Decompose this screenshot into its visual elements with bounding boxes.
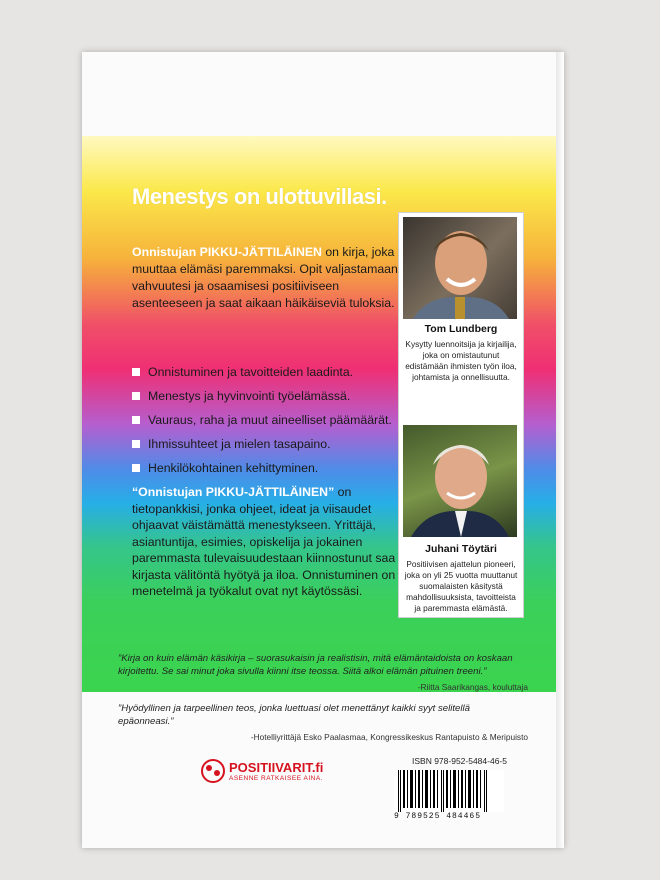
- body-paragraph: [132, 484, 404, 600]
- book-spine-edge: [556, 52, 564, 848]
- headline: Menestys on ulottuvillasi.: [132, 184, 387, 209]
- list-item: Menestys ja hyvinvointi työelämässä.: [132, 384, 402, 408]
- publisher-name: POSITIIVARIT.fi: [229, 759, 324, 775]
- barcode-icon: [394, 770, 504, 812]
- intro-paragraph: [132, 244, 404, 312]
- square-bullet-icon: [132, 440, 140, 448]
- author-photo-juhani-toytari: [403, 425, 517, 537]
- quote-text: ”Hyödyllinen ja tarpeellinen teos, jonka luettuasi olet menettänyt kaikki syyt selitellä epäonneasi.”: [118, 703, 470, 727]
- portrait-icon: [403, 217, 517, 319]
- author-column: [398, 212, 524, 618]
- portrait-icon: [403, 425, 517, 537]
- body-text: on tietopankkisi, jonka ohjeet, ideat ja viisaudet ohjaavat väistämättä menestykseen. Yrittäjä, asiantuntija, esimies, opiskelija ja jokainen paremmasta tulevaisuudestaan kiinnostunut saa kirjasta välitöntä hyötyä ja iloa. Onnistuminen on menetelmä ja työkalut ovat nyt käytössäsi.: [132, 485, 396, 598]
- testimonials: [118, 652, 528, 752]
- publisher-logo: [200, 758, 323, 784]
- bullet-list: [132, 360, 402, 480]
- quote-attribution: -Hotelliyrittäjä Esko Paalasmaa, Kongressikeskus Rantapuisto & Meripuisto: [250, 732, 528, 742]
- author-name: Juhani Töytäri: [425, 543, 497, 555]
- intro-brand-name: Onnistujan PIKKU-JÄTTILÄINEN: [132, 245, 322, 259]
- publisher-emblem-icon: [200, 758, 226, 784]
- author-photo-tom-lundberg: [403, 217, 517, 319]
- list-item: Ihmissuhteet ja mielen tasapaino.: [132, 432, 402, 456]
- barcode-number: 9 789525 484465: [394, 812, 482, 821]
- square-bullet-icon: [132, 392, 140, 400]
- publisher-slogan: ASENNE RATKAISEE AINA.: [229, 774, 323, 782]
- list-item: Onnistuminen ja tavoitteiden laadinta.: [132, 360, 402, 384]
- quote-text: ”Kirja on kuin elämän käsikirja – suorasukaisin ja realistisin, mitä elämäntaidoista on koskaan kirjoitettu. Se sai minut joka sivulla kiinni itse teossa. Siitä alkoi elämän pituinen treeni.”: [118, 653, 513, 677]
- square-bullet-icon: [132, 368, 140, 376]
- list-item: Vauraus, raha ja muut aineelliset päämäärät.: [132, 408, 402, 432]
- author-name: Tom Lundberg: [424, 323, 498, 335]
- intro-text: on kirja, joka muuttaa elämäsi paremmaksi. Opit valjastamaan vahvuutesi ja osaamisesi positiiviseen asenteeseen ja saat aikaan häikäiseviä tuloksia.: [132, 245, 398, 310]
- book-back-cover: [82, 52, 564, 848]
- square-bullet-icon: [132, 416, 140, 424]
- square-bullet-icon: [132, 464, 140, 472]
- author-caption: Kysytty luennoitsija ja kirjailija, joka on omistautunut edistämään ihmisten työn iloa, johtamista ja onnellisuutta.: [405, 339, 517, 382]
- author-caption: Positiivisen ajattelun pioneeri, joka on yli 25 vuotta muuttanut suomalaisten käsitystä mahdollisuuksista, tavoitteista ja paremmasta elämästä.: [404, 559, 518, 613]
- body-brand-name: “Onnistujan PIKKU-JÄTTILÄINEN”: [132, 485, 335, 499]
- list-item: Henkilökohtainen kehittyminen.: [132, 456, 402, 480]
- isbn-text: ISBN 978-952-5484-46-5: [412, 756, 507, 766]
- quote-attribution: -Riitta Saarikangas, kouluttaja: [417, 682, 528, 692]
